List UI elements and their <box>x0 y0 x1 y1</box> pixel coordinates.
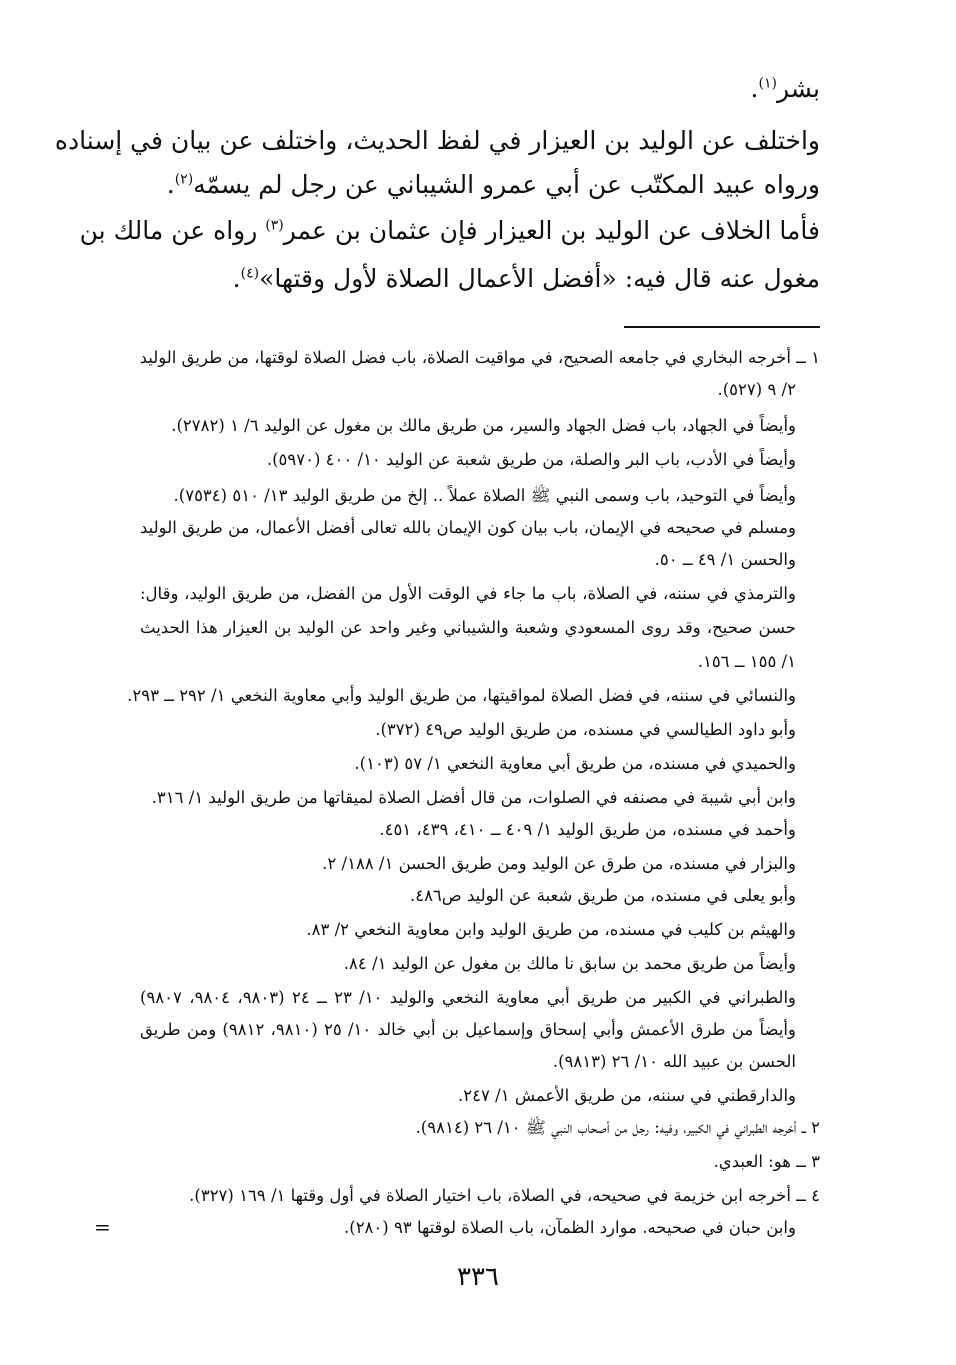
footnote-1-line-14: وابن أبي شيبة في مصنفه في الصلوات، من قال أفضل الصلاة لميقاتها من طريق الوليد ١/ ٣١٦. <box>151 788 796 807</box>
footnote-1-line-20: والطبراني في الكبير من طريق أبي معاوية النخعي والوليد ١٠/ ٢٣ ــ ٢٤ (٩٨٠٣، ٩٨٠٤، ٩٨٠٧) <box>140 988 797 1007</box>
footnote-1-line-22: الحسن بن عبيد الله ١٠/ ٢٦ (٩٨١٣). <box>552 1052 796 1071</box>
continuation-marker: = <box>94 1215 111 1239</box>
footnote-1-line-5: وأيضاً في التوحيد، باب وسمى النبي ﷺ الصلاة عملاً .. إلخ من طريق الوليد ١٣/ ٥١٠ (٧٥٣٤). <box>173 486 796 505</box>
footnote-1-line-13: والحميدي في مسنده، من طريق أبي معاوية النخعي ١/ ٥٧ (١٠٣). <box>354 754 796 773</box>
main-text-line-2: واختلف عن الوليد بن العيزار في لفظ الحديث، واختلف عن بيان في إسناده <box>54 126 820 155</box>
footnote-1-line-4: وأيضاً في الأدب، باب البر والصلة، من طريق شعبة عن الوليد ١٠/ ٤٠٠ (٥٩٧٠). <box>266 450 796 469</box>
footnote-1-line-6: ومسلم في صحيحه في الإيمان، باب بيان كون الإيمان بالله تعالى أفضل الأعمال، من طريق الوليد <box>140 518 796 537</box>
footnote-1-line-17: وأبو يعلى في مسنده، من طريق شعبة عن الوليد ص٤٨٦. <box>409 886 796 905</box>
footnote-1-line-16: والبزار في مسنده، من طرق عن الوليد ومن طريق الحسن ١/ ١٨٨/ ٢. <box>322 854 796 873</box>
footnote-1-line-15: وأحمد في مسنده، من طريق الوليد ١/ ٤٠٩ ــ ٤١٠، ٤٣٩، ٤٥١. <box>379 820 796 839</box>
footnote-1-line-19: وأيضاً من طريق محمد بن سابق نا مالك بن مغول عن الوليد ١/ ٨٤. <box>343 954 796 973</box>
main-text-line-1: بشر$^{(١)}$. <box>750 74 820 103</box>
footnote-ref-1: (١) <box>758 75 777 92</box>
footnote-1-line-2: ٢/ ٩ (٥٢٧). <box>717 380 796 399</box>
main-text-line-3: ورواه عبيد المكتّب عن أبي عمرو الشيباني عن رجل لم يسمّه$^{(٢)}$. <box>166 170 820 199</box>
footnote-1-line-9: حسن صحيح، وقد روى المسعودي وشعبة والشيباني وغير واحد عن الوليد بن العيزار هذا الحديث <box>140 618 796 637</box>
footnote-2: ٢ ــ أخرجه الطبراني في الكبير، وفيه: رجل من أصحاب النبي ﷺ ١٠/ ٢٦ (٩٨١٤). <box>415 1118 820 1137</box>
footnote-1-line-11: والنسائي في سننه، في فضل الصلاة لمواقيتها، من طريق الوليد وأبي معاوية النخعي ١/ ٢٩٢ ــ ٢٩٣. <box>127 686 796 705</box>
footnote-1-line-1: ١ ــ أخرجه البخاري في جامعه الصحيح، في مواقيت الصلاة، باب فضل الصلاة لوقتها، من طريق الوليد <box>139 348 820 367</box>
footnote-3: ٣ ــ هو: العبدي. <box>713 1152 820 1171</box>
footnote-ref-4: (٤) <box>240 265 260 282</box>
footnote-4-line-1: ٤ ــ أخرجه ابن خزيمة في صحيحه، في الصلاة، باب اختيار الصلاة في أول وقتها ١/ ١٦٩ (٣٢٧). <box>189 1186 820 1205</box>
footnote-1-line-21: وأيضاً من طرق الأعمش وأبي إسحاق وإسماعيل بن أبي خالد ١٠/ ٢٥ (٩٨١٠، ٩٨١٢) ومن طريق <box>140 1020 796 1039</box>
footnote-1-line-18: والهيثم بن كليب في مسنده، من طريق الوليد وابن معاوية النخعي ٢/ ٨٣. <box>306 920 796 939</box>
footnote-1-line-23: والدارقطني في سننه، من طريق الأعمش ١/ ٢٤٧. <box>458 1086 796 1105</box>
main-text-line-4: فأما الخلاف عن الوليد بن العيزار فإن عثمان بن عمر$^{(٣)}$ رواه عن مالك بن <box>79 216 820 245</box>
footnote-1-line-8: والترمذي في سننه، في الصلاة، باب ما جاء في الوقت الأول من الفضل، من طريق الوليد، وقال: <box>140 584 796 603</box>
footnote-1-line-3: وأيضاً في الجهاد، باب فضل الجهاد والسير، من طريق مالك بن مغول عن الوليد ٦/ ١ (٢٧٨٢). <box>171 416 796 435</box>
main-text-line-5: مغول عنه قال فيه: «أفضل الأعمال الصلاة لأول وقتها»$^{(٤)}$. <box>232 264 820 293</box>
footnote-1-line-7: والحسن ١/ ٤٩ ــ ٥٠. <box>654 550 796 569</box>
footnote-4-line-2: وابن حبان في صحيحه. موارد الظمآن، باب الصلاة لوقتها ٩٣ (٢٨٠). <box>344 1218 796 1237</box>
footnote-1-line-10: ١/ ١٥٥ ــ ١٥٦. <box>697 652 796 671</box>
footnote-ref-2: (٢) <box>174 171 194 188</box>
footnote-1-line-12: وأبو داود الطيالسي في مسنده، من طريق الوليد ص٤٩ (٣٧٢). <box>375 720 796 739</box>
page-number: ٣٣٦ <box>457 1262 499 1292</box>
footnote-separator <box>624 326 820 328</box>
footnote-ref-3: (٣) <box>265 217 284 234</box>
